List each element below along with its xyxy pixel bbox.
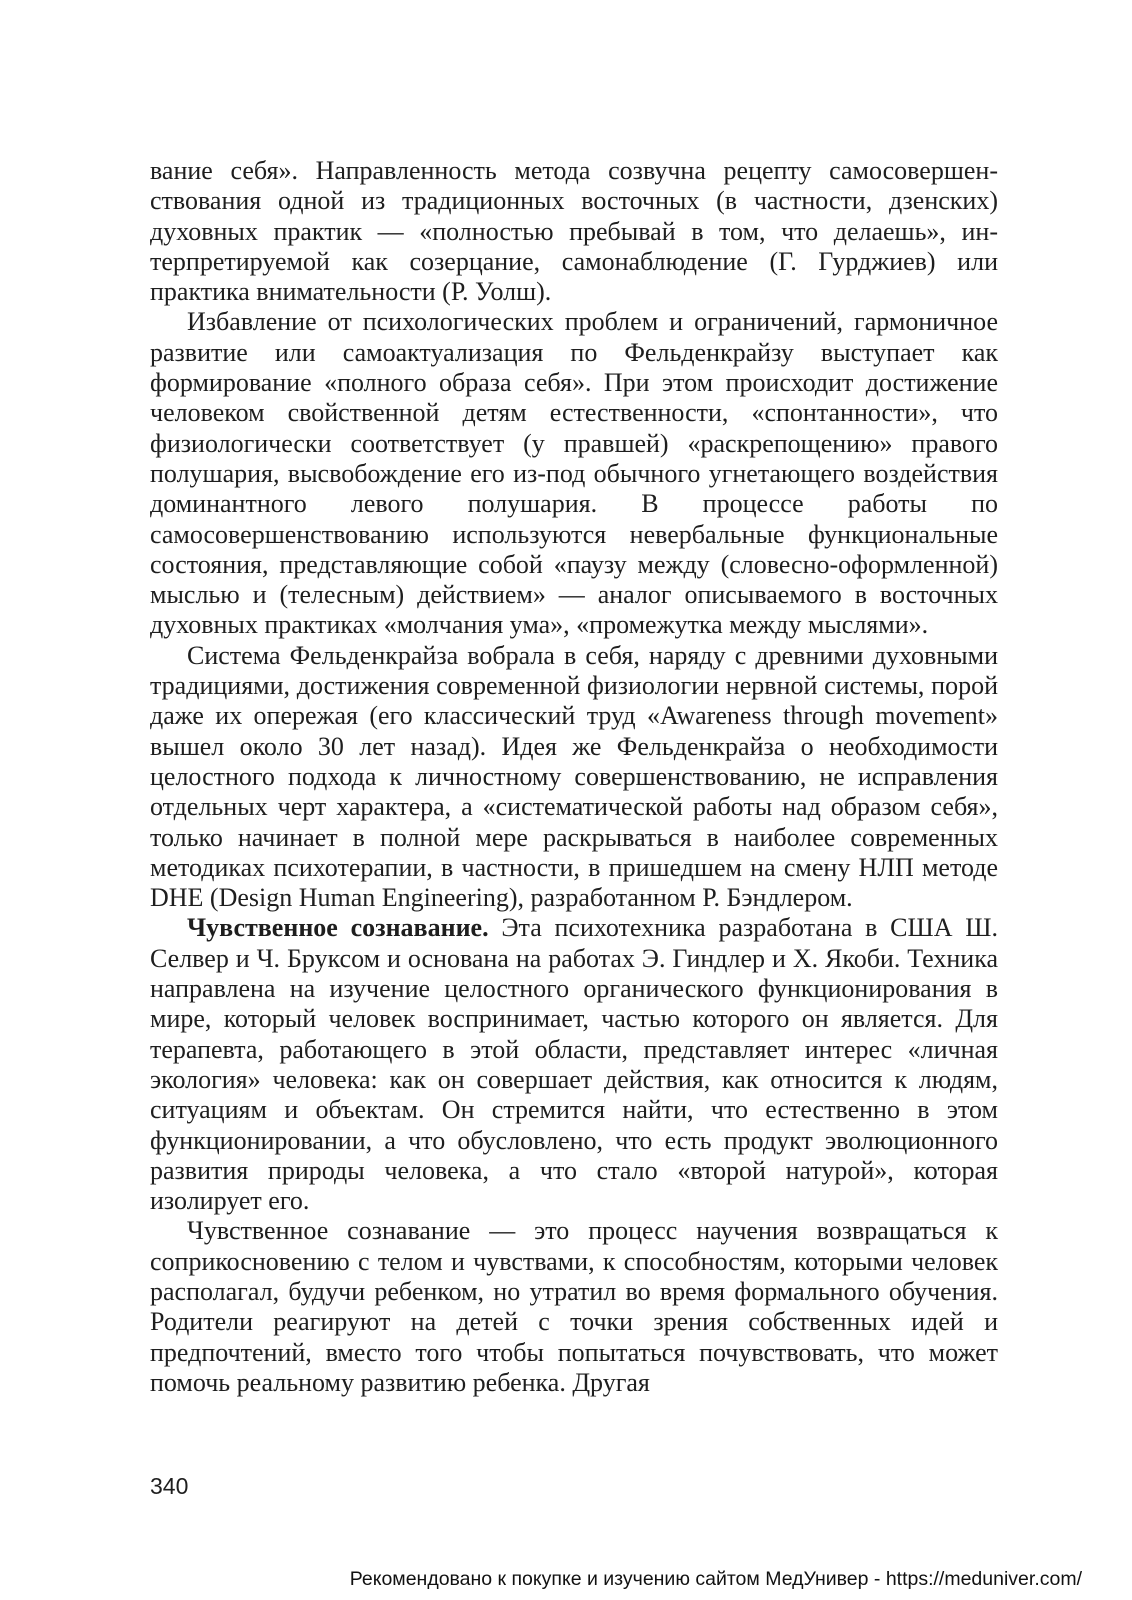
- paragraph-2-text: Избавление от психологических проблем и ограничений, гармоничное развитие или самоактуализация по Фельденкрайзу выступает как формирование «полного образа себя». При этом происходит достижение человеком свойственной детям естественности, «спонтанности», что физиологически соответствует (у правшей) «раскрепощению» правого полушария, высвобождение его из-под обычного угнетающего воздействия доминантного левого полушария. В процессе работы по самосовершенствованию используются невербальные функциональные состояния, представляющие собой «паузу между (словесно-оформленной) мыслью и (телесным) действием» — аналог описываемого в восточных духовных практиках «молчания ума», «промежутка между мыслями».: [150, 307, 998, 640]
- page-body: [150, 156, 998, 1398]
- paragraph-4-text: Эта психотехника разработана в США Ш. Селвер и Ч. Бруксом и основана на работах Э. Гиндлер и Х. Якоби. Техника направлена на изучение целостного органического функционирования в мире, который человек воспринимает, частью которого он является. Для терапевта, работающего в этой области, представляет интерес «личная экология» человека: как он совершает действия, как относится к людям, ситуациям и объектам. Он стремится найти, что естественно в этом функционировании, а что обусловлено, что есть продукт эволюционного развития природы человека, а что стало «второй натурой», которая изолирует его.: [150, 913, 998, 1216]
- paragraph-2: [150, 307, 998, 640]
- section-heading-sensory-awareness: Чувственное сознавание.: [187, 913, 489, 943]
- paragraph-1-text: вание себя». Направленность метода созвучна рецепту самосовершенствования одной из традиционных восточных (в частности, дзенских) духовных практик — «полностью пребывай в том, что делаешь», интерпретируемой как созерцание, самонаблюдение (Г. Гурджиев) или практика внимательности (Р. Уолш).: [150, 156, 998, 307]
- paragraph-4: [150, 913, 998, 1216]
- paragraph-5-text: Чувственное сознавание — это процесс научения возвращаться к соприкосновению с телом и чувствами, к способностям, которыми человек располагал, будучи ребенком, но утратил во время формального обучения. Родители реагируют на детей с точки зрения собственных идей и предпочтений, вместо того чтобы попытаться почувствовать, что может помочь реальному развитию ребенка. Другая: [150, 1216, 998, 1397]
- paragraph-1: [150, 156, 998, 307]
- paragraph-5: [150, 1216, 998, 1398]
- footer-notice: Рекомендовано к покупке и изучению сайтом МедУнивер - https://meduniver.com/: [349, 1568, 1082, 1590]
- paragraph-3: [150, 641, 998, 914]
- paragraph-3-text: Система Фельденкрайза вобрала в себя, наряду с древними духовными традициями, достижения современной физиологии нервной системы, порой даже их опережая (его классический труд «Awareness through movement» вышел около 30 лет назад). Идея же Фельденкрайза о необходимости целостного подхода к личностному совершенствованию, не исправления отдельных черт характера, а «систематической работы над образом себя», только начинает в полной мере раскрываться в наиболее современных методиках психотерапии, в частности, в пришедшем на смену НЛП методе DHE (Design Human Engineering), разработанном Р. Бэндлером.: [150, 640, 998, 913]
- page-number: 340: [150, 1473, 189, 1499]
